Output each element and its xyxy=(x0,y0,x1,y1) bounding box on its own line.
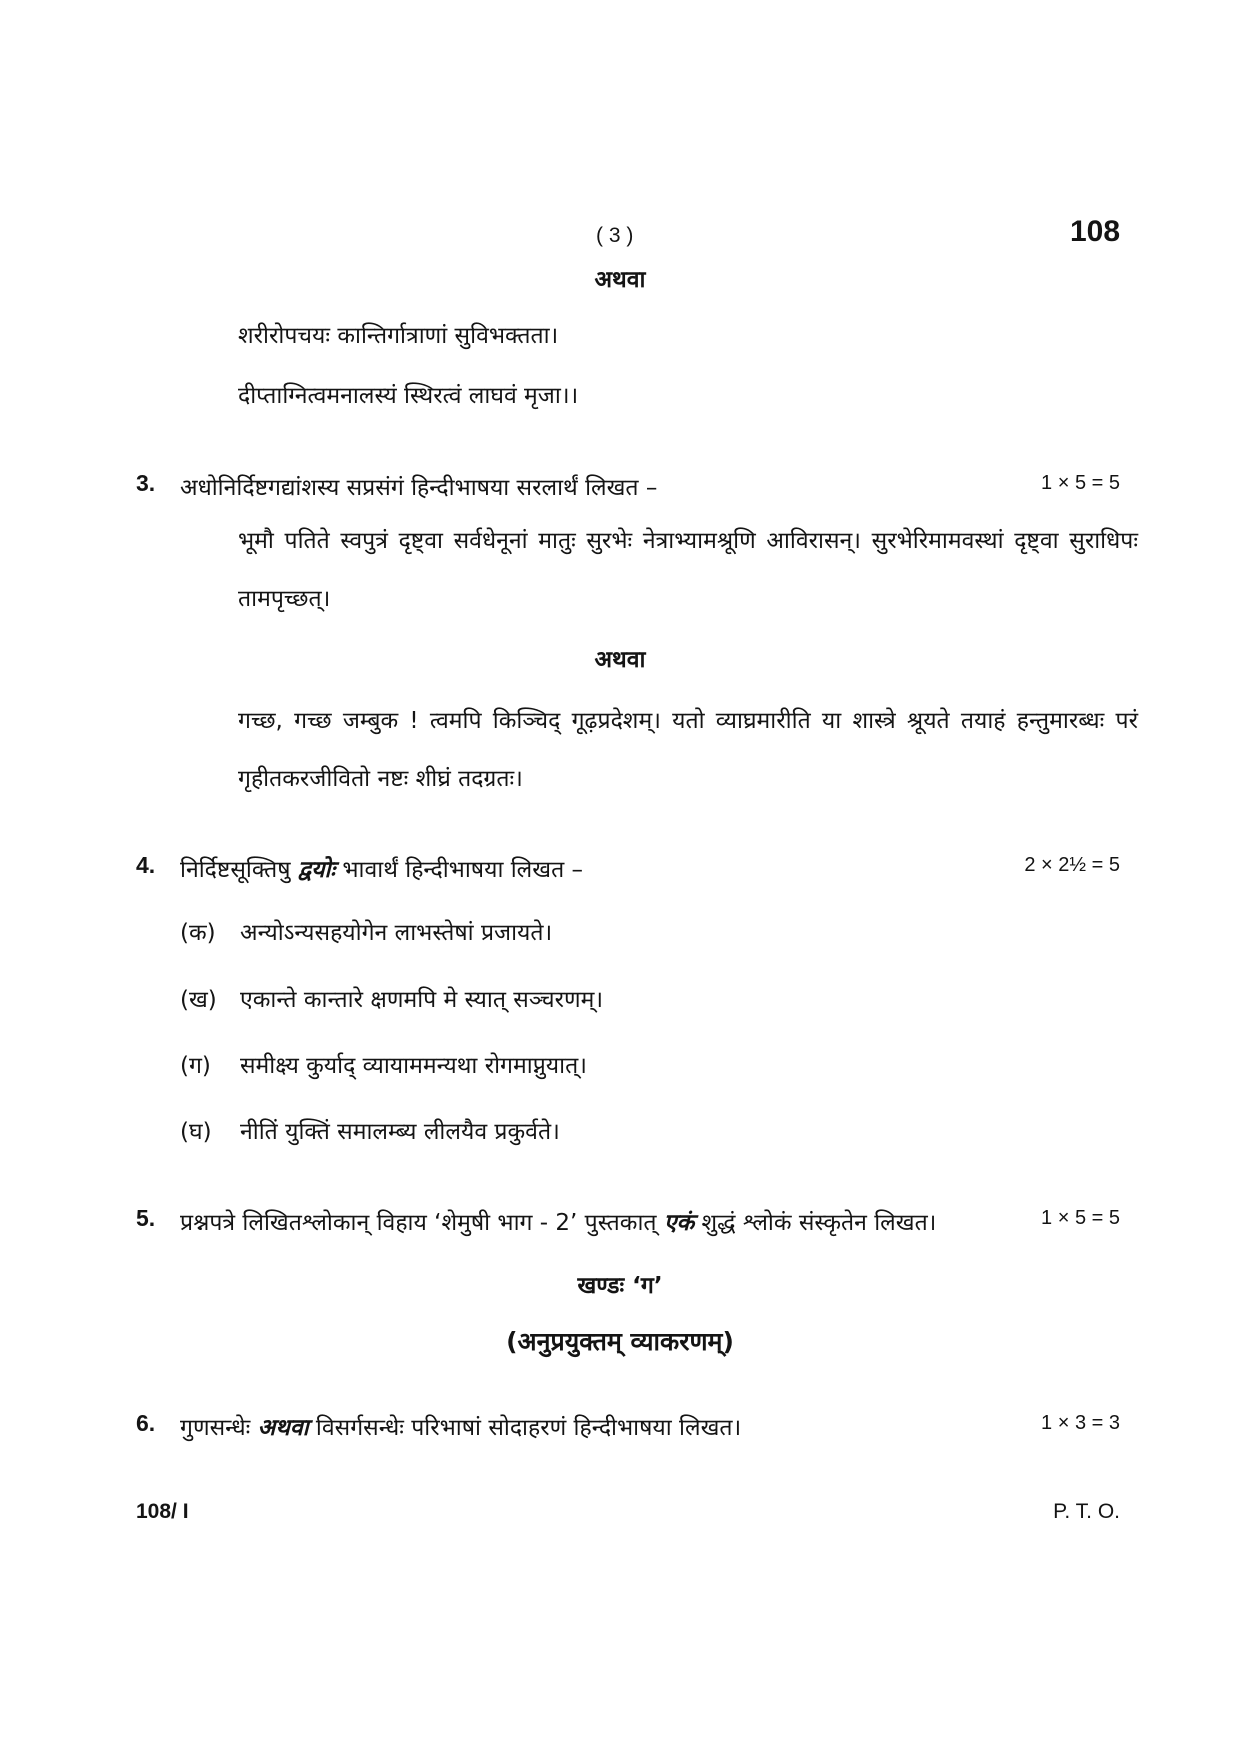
page-number: ( 3 ) xyxy=(596,224,634,247)
question-3-alt-passage: गच्छ, गच्छ जम्बुक ! त्वमपि किञ्चिद् गूढ़प्रदेशम्। यतो व्याघ्रमारीति या शास्त्रे श्रूयते तयाहं हन्तुमारब्धः परं गृहीतकरजीवितो नष्टः शीघ्रं तदग्रतः। xyxy=(238,708,1138,792)
question-6-emphasis: अथवा xyxy=(257,1415,309,1441)
question-6-marks: 1 × 3 = 3 xyxy=(1041,1412,1120,1434)
question-5-number: 5. xyxy=(136,1205,156,1231)
question-6-text-before: गुणसन्धेः xyxy=(180,1415,258,1441)
question-5-emphasis: एकं xyxy=(663,1210,695,1236)
question-4-text-before: निर्दिष्टसूक्तिषु xyxy=(180,857,298,883)
question-6-text xyxy=(180,1410,741,1442)
question-6-text-after: विसर्गसन्धेः परिभाषां सोदाहरणं हिन्दीभाषया लिखत। xyxy=(308,1415,742,1441)
question-3-number: 3. xyxy=(136,470,156,496)
q4-item-text-gha: नीतिं युक्तिं समालम्ब्य लीलयैव प्रकुर्वते। xyxy=(240,1119,560,1145)
question-4-emphasis: द्वयोः xyxy=(297,857,336,883)
question-5-text-before: प्रश्नपत्रे लिखितश्लोकान् विहाय ‘शेमुषी भाग - 2’ पुस्तकात् xyxy=(180,1210,664,1236)
q4-item-label-ka: (क) xyxy=(180,920,216,946)
question-5-text xyxy=(180,1205,936,1237)
footer-pto: P. T. O. xyxy=(1053,1500,1120,1523)
paper-code: 108 xyxy=(1070,215,1121,248)
question-4-marks: 2 × 2½ = 5 xyxy=(1024,854,1120,876)
question-3-passage: भूमौ पतिते स्वपुत्रं दृष्ट्वा सर्वधेनूनां मातुः सुरभेः नेत्राभ्यामश्रूणि आविरासन्। सुरभेरिमामवस्थां दृष्ट्वा सुराधिपः तामपृच्छत्। xyxy=(238,528,1138,612)
question-5-marks: 1 × 5 = 5 xyxy=(1041,1207,1120,1229)
question-3-marks: 1 × 5 = 5 xyxy=(1041,472,1120,494)
q4-item-label-kha: (ख) xyxy=(180,987,217,1013)
question-4-text-after: भावार्थं हिन्दीभाषया लिखत – xyxy=(335,857,583,883)
question-6-number: 6. xyxy=(136,1410,156,1436)
section-c-subtitle: (अनुप्रयुक्तम् व्याकरणम्) xyxy=(506,1327,734,1356)
verse-line-1: शरीरोपचयः कान्तिर्गात्राणां सुविभक्तता। xyxy=(238,323,559,349)
section-c-title: खण्डः ‘ग’ xyxy=(577,1273,663,1299)
q4-item-text-ka: अन्योऽन्यसहयोगेन लाभस्तेषां प्रजायते। xyxy=(240,920,553,946)
verse-line-2: दीप्ताग्नित्वमनालस्यं स्थिरत्वं लाघवं मृजा।। xyxy=(238,383,579,409)
question-3-text: अधोनिर्दिष्टगद्यांशस्य सप्रसंगं हिन्दीभाषया सरलार्थं लिखत – xyxy=(180,475,658,501)
footer-code: 108/ I xyxy=(136,1500,189,1523)
q4-item-text-kha: एकान्ते कान्तारे क्षणमपि मे स्यात् सञ्चरणम्। xyxy=(240,987,604,1013)
athava-heading-q3: अथवा xyxy=(594,647,646,673)
q4-item-label-ga: (ग) xyxy=(180,1053,211,1079)
q4-item-text-ga: समीक्ष्य कुर्याद् व्यायाममन्यथा रोगमाप्नुयात्। xyxy=(240,1053,587,1079)
question-5-text-after: शुद्धं श्लोकं संस्कृतेन लिखत। xyxy=(694,1210,937,1236)
q4-item-label-gha: (घ) xyxy=(180,1119,212,1145)
question-4-number: 4. xyxy=(136,852,156,878)
question-4-text xyxy=(180,852,583,884)
athava-heading-q2: अथवा xyxy=(594,267,646,293)
